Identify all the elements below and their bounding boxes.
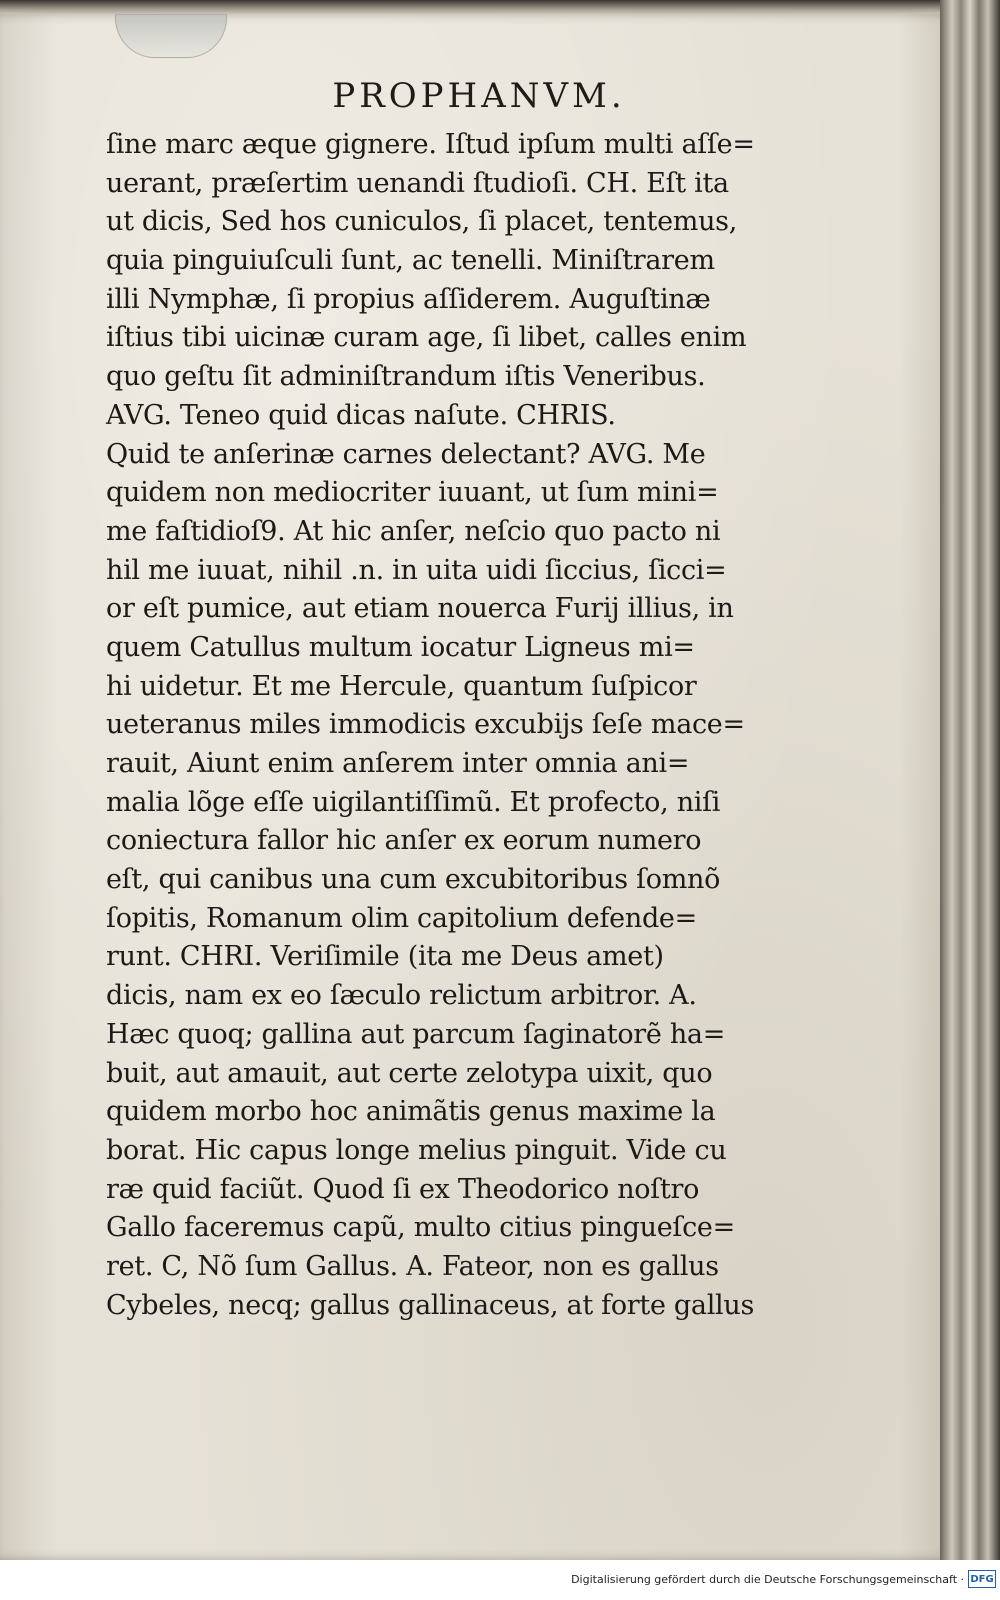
text-line: or eſt pumice, aut etiam nouerca Furij illius, in xyxy=(106,593,734,625)
text-line: ſine marc æque gignere. Iſtud ipſum multi aſſe= xyxy=(106,129,755,160)
text-line: iſtius tibi uicinæ curam age, ſi libet, calles enim xyxy=(106,322,747,354)
running-head: PROPHANVM. xyxy=(332,76,626,116)
text-line: illi Nymphæ, ſi propius aſſiderem. Auguſtinæ xyxy=(106,283,711,315)
text-block xyxy=(106,126,836,1325)
text-line: quem Catullus multum iocatur Ligneus mi= xyxy=(106,631,695,663)
text-line: malia lõge eſſe uigilantiſſimũ. Et profecto, niſi xyxy=(106,786,721,818)
text-line: hi uidetur. Et me Hercule, quantum ſuſpicor xyxy=(106,670,697,702)
text-line: ræ quid faciũt. Quod ſi ex Theodorico noſtro xyxy=(106,1173,700,1205)
text-line: Cybeles, necq; gallus gallinaceus, at forte gallus xyxy=(106,1289,755,1321)
text-line: ſopitis, Romanum olim capitolium defende= xyxy=(106,902,697,934)
text-line: hil me iuuat, nihil .n. in uita uidi ſiccius, ſicci= xyxy=(106,554,727,586)
text-line: dicis, nam ex eo ſæculo relictum arbitror. A. xyxy=(106,980,697,1012)
text-line: runt. CHRI. Veriſimile (ita me Deus amet) xyxy=(106,941,664,973)
text-line: ut dicis, Sed hos cuniculos, ſi placet, tentemus, xyxy=(106,206,738,238)
page-stack-edge xyxy=(940,0,1000,1560)
text-line: uerant, præſertim uenandi ſtudioſi. CH. Eſt ita xyxy=(106,167,729,199)
dfg-logo: DFG xyxy=(968,1570,996,1588)
text-line: buit, aut amauit, aut certe zelotypa uixit, quo xyxy=(106,1057,713,1089)
text-line: borat. Hic capus longe melius pinguit. Vide cu xyxy=(106,1134,727,1166)
text-line: quia pinguiuſculi ſunt, ac tenelli. Miniſtrarem xyxy=(106,245,715,277)
text-line: Gallo faceremus capũ, multo citius pingueſce= xyxy=(106,1212,735,1244)
text-line: ueteranus miles immodicis excubijs ſeſe mace= xyxy=(106,709,745,741)
text-line: quo geſtu ſit adminiſtrandum iſtis Veneribus. xyxy=(106,361,706,393)
text-line: quidem non mediocriter iuuant, ut ſum mini= xyxy=(106,477,719,509)
text-line: rauit, Aiunt enim anſerem inter omnia ani= xyxy=(106,748,690,779)
text-line: Quid te anſerinæ carnes delectant? AVG. Me xyxy=(106,438,706,470)
text-line: quidem morbo hoc animãtis genus maxime la xyxy=(106,1096,716,1128)
text-line: AVG. Teneo quid dicas naſute. CHRIS. xyxy=(106,399,616,431)
text-line: me faſtidioſ9. At hic anſer, neſcio quo pacto ni xyxy=(106,515,721,547)
funding-credit: Digitalisierung gefördert durch die Deutsche Forschungsgemeinschaft · xyxy=(571,1573,964,1586)
text-line: eſt, qui canibus una cum excubitoribus ſomnõ xyxy=(106,864,721,896)
paper-clip-mark xyxy=(115,14,227,58)
text-line: ret. C, Nõ ſum Gallus. A. Fateor, non es gallus xyxy=(106,1250,719,1282)
text-line: Hæc quoq; gallina aut parcum ſaginatorẽ ha= xyxy=(106,1018,726,1050)
text-line: coniectura fallor hic anſer ex eorum numero xyxy=(106,825,702,857)
